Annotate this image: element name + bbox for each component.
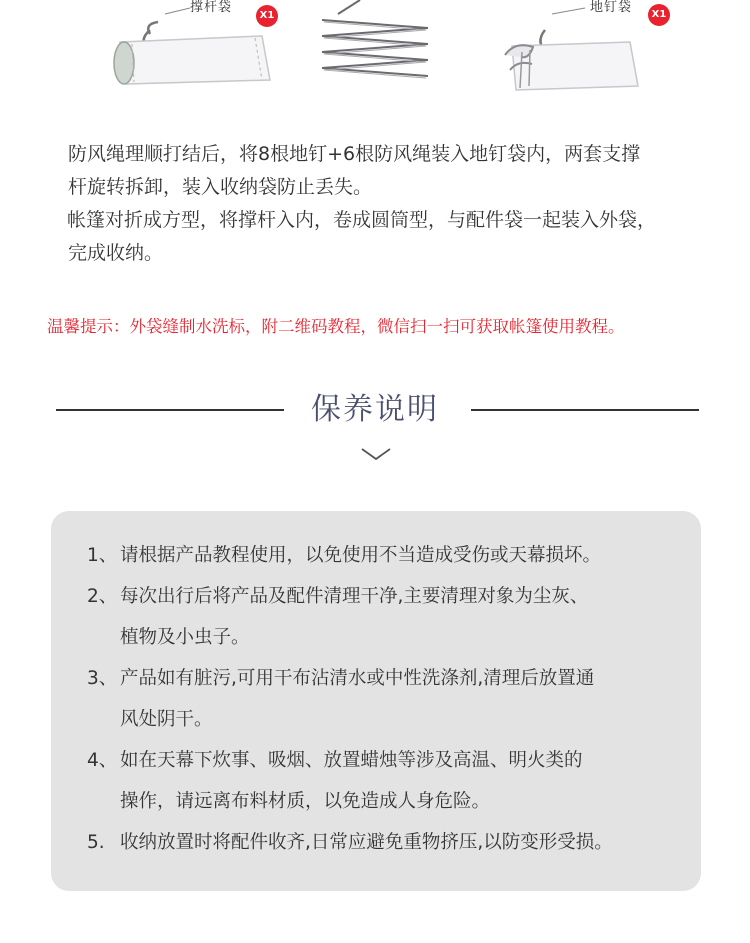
storage-instructions — [68, 138, 728, 270]
care-item: 2、 每次出行后将产品及配件清理干净,主要清理对象为尘灰、 植物及小虫子。 — [87, 586, 589, 648]
instruction-line: 帐篷对折成方型，将撑杆入内，卷成圆筒型，与配件袋一起装入外袋， — [67, 209, 657, 231]
chevron-down-icon — [360, 446, 392, 462]
care-item: 3、 产品如有脏污,可用干布沾清水或中性洗涤剂,清理后放置通 风处阴干。 — [87, 668, 595, 730]
section-heading — [0, 388, 750, 432]
bags-drawing — [0, 0, 750, 120]
stake-bag-drawing — [505, 8, 638, 90]
instruction-line: 杆旋转拆卸，装入收纳袋防止丢失。 — [68, 176, 373, 198]
instruction-line: 完成收纳。 — [68, 242, 164, 264]
stake-bag-count-badge: X1 — [648, 4, 670, 26]
stake-bag-label: 地钉袋 — [590, 0, 633, 15]
care-item: 5. 收纳放置时将配件收齐,日常应避免重物挤压,以防变形受损。 — [87, 832, 613, 853]
poles-drawing — [322, 0, 428, 78]
care-item: 1、 请根据产品教程使用，以免使用不当造成受伤或天幕损坏。 — [87, 545, 602, 566]
warm-tip: 温馨提示：外袋缝制水洗标，附二维码教程，微信扫一扫可获取帐篷使用教程。 — [47, 317, 625, 336]
pole-bag-count-badge: X1 — [256, 5, 278, 27]
accessory-illustration — [0, 0, 750, 120]
divider-right — [471, 409, 699, 411]
instruction-line: 防风绳理顺打结后，将8根地钉+6根防风绳装入地钉袋内，两套支撑 — [68, 143, 641, 165]
section-title: 保养说明 — [311, 392, 439, 427]
pole-bag-drawing — [114, 8, 270, 84]
pole-bag-label: 撑杆袋 — [190, 0, 233, 15]
care-card — [51, 511, 701, 891]
care-item: 4、 如在天幕下炊事、吸烟、放置蜡烛等涉及高温、明火类的 操作，请远离布料材质，以免造成人身危险。 — [87, 750, 583, 812]
